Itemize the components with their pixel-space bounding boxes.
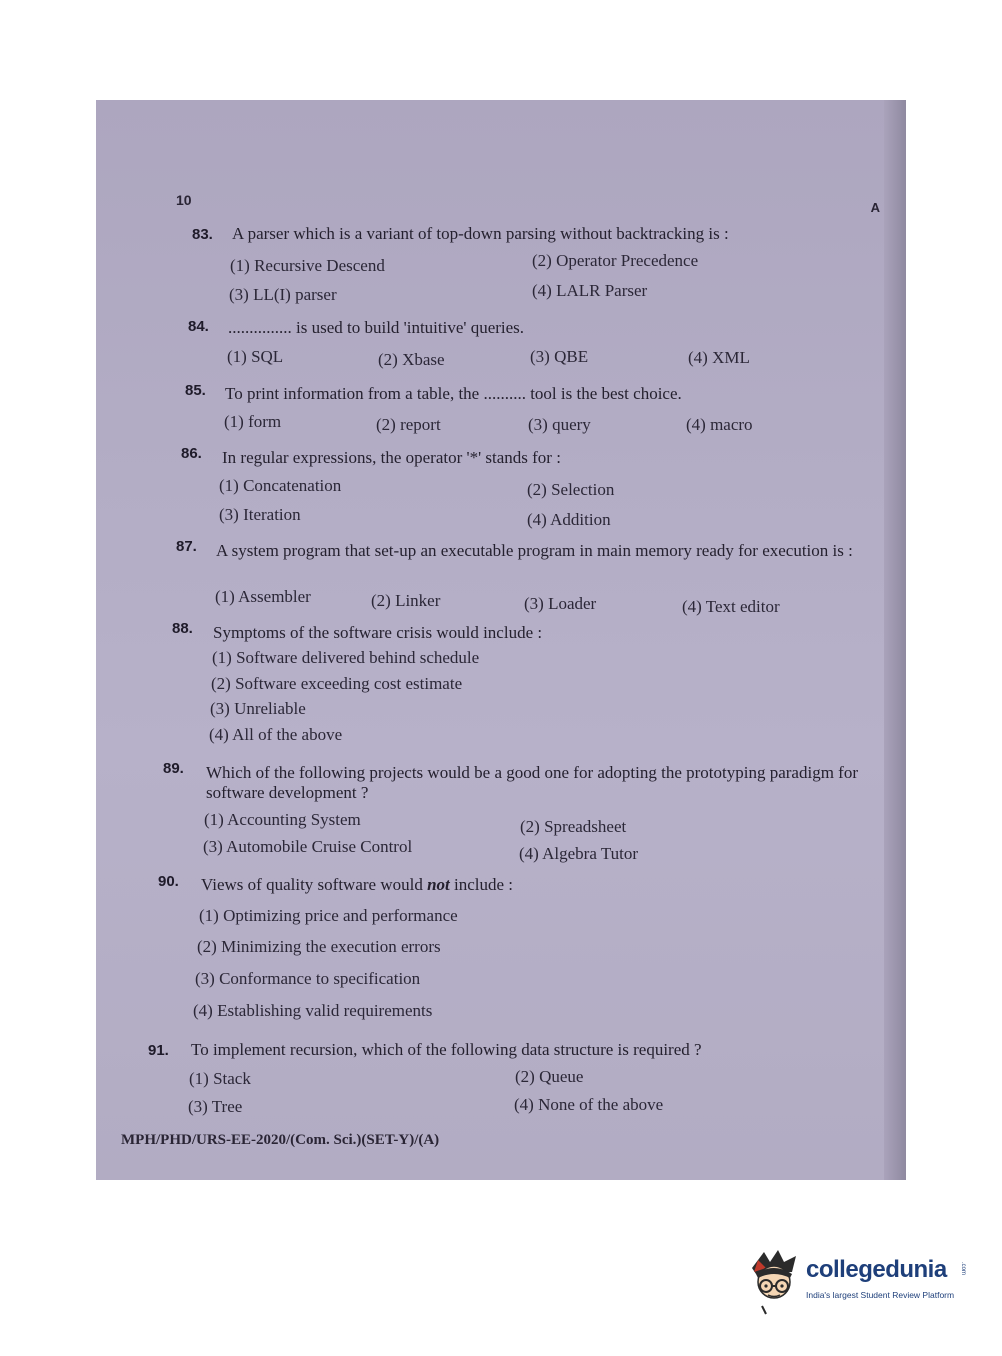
- option: (1) Recursive Descend: [230, 256, 385, 275]
- option: (2) Xbase: [378, 350, 445, 369]
- option: (4) macro: [686, 415, 753, 434]
- brand-name: collegedunia: [806, 1256, 947, 1283]
- question-text-part: Views of quality software would: [201, 875, 428, 894]
- option: (2) Spreadsheet: [520, 817, 627, 836]
- set-letter: A: [870, 200, 880, 215]
- option: (3) Conformance to specification: [195, 969, 421, 988]
- option: (4) XML: [688, 348, 750, 367]
- option: (1) Accounting System: [204, 810, 361, 829]
- question-text: ............... is used to build 'intuitive' queries.: [228, 318, 525, 337]
- option: (3) Automobile Cruise Control: [203, 837, 413, 856]
- option: (1) Stack: [189, 1069, 251, 1088]
- option: (3) Tree: [188, 1097, 243, 1116]
- question-number: 85.: [185, 382, 206, 399]
- exam-page-photo: [96, 100, 906, 1180]
- collegedunia-logo: [744, 1248, 974, 1318]
- option: (2) Linker: [371, 591, 441, 610]
- question-text-emphasis: not: [427, 875, 450, 894]
- option: (1) Optimizing price and performance: [199, 906, 458, 925]
- paper-code-footer: MPH/PHD/URS-EE-2020/(Com. Sci.)(SET-Y)/(A): [121, 1132, 440, 1148]
- brand-suffix: .com: [960, 1262, 966, 1276]
- option: (2) report: [376, 415, 441, 434]
- option: (1) form: [224, 412, 282, 431]
- option: (4) Text editor: [682, 597, 780, 616]
- option: (1) Software delivered behind schedule: [212, 648, 480, 667]
- option: (4) Algebra Tutor: [519, 844, 638, 863]
- option: (3) Iteration: [219, 505, 301, 524]
- question-number: 90.: [158, 873, 179, 890]
- option: (2) Minimizing the execution errors: [197, 937, 441, 956]
- question-text: A parser which is a variant of top-down parsing without backtracking is :: [232, 224, 729, 243]
- question-number: 84.: [188, 318, 209, 335]
- brand-tagline: India's largest Student Review Platform: [806, 1290, 955, 1300]
- option: (1) SQL: [227, 347, 284, 366]
- mascot-icon: [744, 1248, 804, 1318]
- question-text: Symptoms of the software crisis would include :: [213, 623, 543, 642]
- question-text: [201, 875, 513, 895]
- question-text: In regular expressions, the operator '*' stands for :: [222, 448, 561, 467]
- option: (4) LALR Parser: [532, 281, 648, 300]
- option: (2) Queue: [515, 1067, 584, 1086]
- question-number: 88.: [172, 620, 193, 637]
- option: (1) Assembler: [215, 587, 311, 606]
- option: (4) Addition: [527, 510, 611, 529]
- option: (2) Selection: [527, 480, 615, 499]
- question-text: To implement recursion, which of the following data structure is required ?: [191, 1040, 702, 1059]
- question-number: 86.: [181, 445, 202, 462]
- page-number: 10: [176, 192, 192, 208]
- question-text: To print information from a table, the .......... tool is the best choice.: [225, 384, 682, 403]
- page-edge-shadow: [884, 100, 906, 1180]
- option: (3) LL(I) parser: [229, 285, 337, 304]
- question-number: 83.: [192, 226, 213, 243]
- question-number: 87.: [176, 538, 197, 555]
- option: (3) query: [528, 415, 591, 434]
- option: (1) Concatenation: [219, 476, 342, 495]
- option: (3) Loader: [524, 594, 597, 613]
- question-text: Which of the following projects would be a good one for adopting the prototyping paradigm for software development ?: [206, 763, 858, 802]
- option: (4) None of the above: [514, 1095, 664, 1114]
- question-number: 91.: [148, 1042, 169, 1059]
- option: (4) Establishing valid requirements: [193, 1001, 433, 1020]
- question-text: A system program that set-up an executable program in main memory ready for execution is :: [216, 541, 853, 560]
- option: (4) All of the above: [209, 725, 343, 744]
- option: (2) Software exceeding cost estimate: [211, 674, 463, 693]
- question-text-part: include :: [449, 875, 514, 894]
- option: (3) Unreliable: [210, 699, 306, 718]
- option: (3) QBE: [530, 347, 589, 366]
- question-number: 89.: [163, 760, 184, 777]
- option: (2) Operator Precedence: [532, 251, 699, 270]
